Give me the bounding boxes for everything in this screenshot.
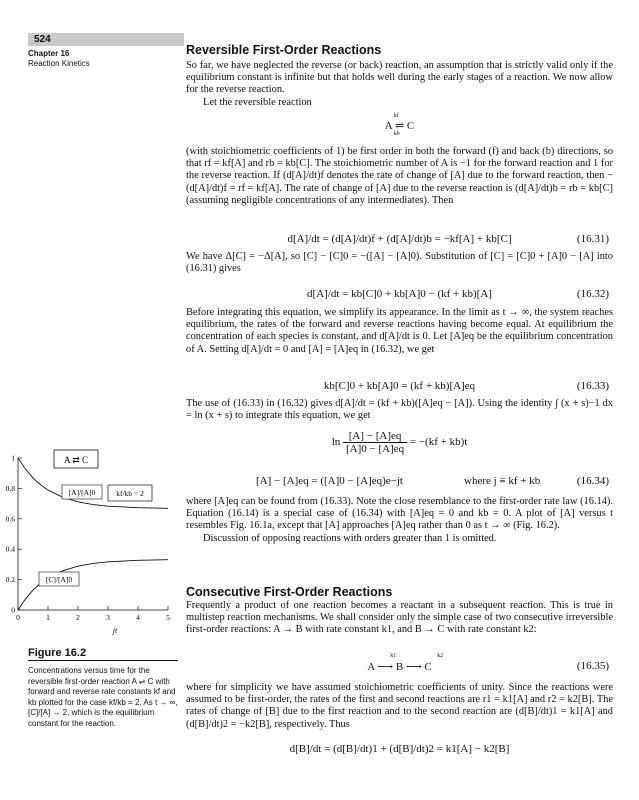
x-tick-label: 1 xyxy=(46,613,50,622)
section-title-reversible: Reversible First-Order Reactions xyxy=(186,43,382,57)
chapter-heading xyxy=(28,49,90,69)
y-tick-label: 0.6 xyxy=(5,514,15,524)
y-tick-label: 0 xyxy=(11,605,15,615)
section1-body-2 xyxy=(186,251,613,275)
curve-a-label: [A]/[A]0 xyxy=(68,488,96,497)
section1-intro xyxy=(186,60,613,109)
figure-caption: Concentrations versus time for the reversible first-order reaction A ⇌ C with forward and reverse rate constants kf and kb plotted for the case kf/kb = 2. As t → ∞, [C]/[A] → 2, which is the equilibrium constant for the reaction. xyxy=(28,666,178,728)
section2-body-2 xyxy=(186,682,613,731)
equation-16-32 xyxy=(186,287,613,301)
k2-label: k2 xyxy=(437,653,444,659)
x-tick-label: 5 xyxy=(166,613,170,622)
paragraph: where for simplicity we have assumed stoichiometric coefficients of unity. Since the reactions were assumed to be first-order, the rates of the first and second reactions are r1 = k1[A] and r2 = k2[B]. The rates of change of [B] due to the first reaction and to the second reaction are (d[B]/dt)1 = k1[A] and (d[B]/dt)2 = −k2[B], respectively. Thus xyxy=(186,682,613,730)
y-tick-label: 0.4 xyxy=(5,544,15,554)
equation-ln xyxy=(186,430,613,466)
paragraph: Let the reversible reaction xyxy=(203,96,312,108)
y-tick-label: 1 xyxy=(11,453,15,463)
curve-c-label: [C]/[A]0 xyxy=(45,575,73,584)
equation-number: (16.33) xyxy=(576,380,609,392)
equation-number: (16.32) xyxy=(576,288,609,300)
section2-body xyxy=(186,600,613,637)
equation-body: d[B]/dt = (d[B]/dt)1 + (d[B]/dt)2 = k1[A] − k2[B] xyxy=(289,743,510,755)
fraction-numerator: [A] − [A]eq xyxy=(343,430,407,443)
equation-dB-dt xyxy=(186,742,613,756)
kb-label: kb xyxy=(393,131,400,137)
section1-body xyxy=(186,146,613,207)
section1-body-4 xyxy=(186,398,613,422)
figure-16-2-chart xyxy=(0,440,182,640)
x-tick-label: 2 xyxy=(76,613,80,622)
reaction-box-label: A ⇄ C xyxy=(63,455,89,465)
section-title-consecutive: Consecutive First-Order Reactions xyxy=(186,585,393,599)
x-axis-label: jt xyxy=(112,626,118,635)
kf-label: kf xyxy=(393,113,399,119)
ratio-label: kf/kb = 2 xyxy=(116,489,144,498)
ln-fraction xyxy=(343,430,407,455)
equation-number: (16.35) xyxy=(576,660,609,672)
equation-16-33 xyxy=(186,379,613,393)
x-tick-label: 0 xyxy=(16,613,20,622)
curve-c-label-box xyxy=(39,572,79,586)
y-tick-label: 0.8 xyxy=(5,483,15,493)
reaction-box xyxy=(54,450,98,468)
page-number: 524 xyxy=(28,33,184,46)
ratio-box xyxy=(108,485,152,501)
figure-divider xyxy=(28,660,178,661)
equation-body: d[A]/dt = (d[A]/dt)f + (d[A]/dt)b = −kf[A] + kb[C] xyxy=(287,233,512,245)
y-tick-label: 0.2 xyxy=(5,575,15,585)
x-tick-label: 3 xyxy=(106,613,110,622)
reaction-equation xyxy=(186,113,613,142)
paragraph: We have Δ[C] = −Δ[A], so [C] − [C]0 = −([A] − [A]0). Substitution of [C] = [C]0 + [A]0 − [A] into (16.31) gives xyxy=(186,251,613,275)
equation-16-35 xyxy=(186,653,613,676)
section1-body-5 xyxy=(186,496,613,545)
paragraph: where [A]eq can be found from (16.33). Note the close resemblance to the first-order rate law (16.14). Equation (16.14) is a special case of (16.34) with [A]eq = 0 and kb = 0. A plot of [A] versus t resembles Fig. 16.1a, except that [A] approaches [A]eq rather than 0 as t → ∞ (Fig. 16.2). xyxy=(186,496,613,532)
fraction-denominator: [A]0 − [A]eq xyxy=(346,443,405,455)
paragraph: Frequently a product of one reaction becomes a reactant in a subsequent reaction. This is true in multistep reaction mechanisms. We shall consider only the simple case of two consecutive irreversible first-order reactions: A → B with rate constant k1, and B → C with rate constant k2: xyxy=(186,600,613,636)
paragraph: So far, we have neglected the reverse (or back) reaction, an assumption that is strictly valid only if the equilibrium constant is infinite but that holds well during the early stages of a reaction. We now allow for the reverse reaction. xyxy=(186,60,613,96)
k1-label: k1 xyxy=(390,653,397,659)
paragraph: The use of (16.33) in (16.32) gives d[A]/dt = (kf + kb)([A]eq − [A]). Using the identity ∫ (x + s)−1 dx = ln (x + s) to integrate this equation, we get xyxy=(186,398,613,422)
paragraph: (with stoichiometric coefficients of 1) be first order in both the forward (f) and back (b) directions, so that rf = kf[A] and rb = kb[C]. The stoichiometric number of A is −1 for the forward reaction and 1 for the reverse reaction. If (d[A]/dt)f denotes the rate of change of [A] due to the forward reaction, then −(d[A]/dt)f = rf = kf[A]. The rate of change of [A] due to the reverse reaction is (d[A]/dt)b = rb = kb[C] (assuming negligible concentrations of any intermediates). Then xyxy=(186,146,613,206)
ln-prefix: ln xyxy=(331,436,341,449)
section1-body-3 xyxy=(186,307,613,356)
paragraph: Before integrating this equation, we simplify its appearance. In the limit as t → ∞, the system reaches equilibrium, the rates of the forward and reverse reactions having become equal. At equilibrium the concentration of each species is constant, and d[A]/dt is 0. Let [A]eq be the equilibrium concentration of A. Setting d[A]/dt = 0 and [A] = [A]eq in (16.32), we get xyxy=(186,307,613,355)
equation-body: d[A]/dt = kb[C]0 + kb[A]0 − (kf + kb)[A] xyxy=(307,288,492,300)
equation-body: [A] − [A]eq = ([A]0 − [A]eq)e−jt xyxy=(256,475,403,487)
curve-a-label-box xyxy=(62,485,102,499)
figure-label: Figure 16.2 xyxy=(28,647,87,659)
chapter-title: Reaction Kinetics xyxy=(28,59,90,68)
equation-where: where j ≡ kf + kb xyxy=(464,475,541,487)
equation-16-31 xyxy=(186,232,613,246)
ln-rhs: = −(kf + kb)t xyxy=(409,436,468,449)
x-tick-label: 4 xyxy=(136,613,140,622)
equation-16-34 xyxy=(186,475,613,489)
chapter-number: Chapter 16 xyxy=(28,49,70,58)
equation-number: (16.31) xyxy=(576,233,609,245)
reaction-text: A ⇌ C xyxy=(384,120,415,132)
paragraph: Discussion of opposing reactions with orders greater than 1 is omitted. xyxy=(203,532,497,544)
equation-number: (16.34) xyxy=(576,475,609,487)
equation-body: A ⟶ B ⟶ C xyxy=(367,661,432,673)
equation-body: kb[C]0 + kb[A]0 = (kf + kb)[A]eq xyxy=(323,380,476,392)
